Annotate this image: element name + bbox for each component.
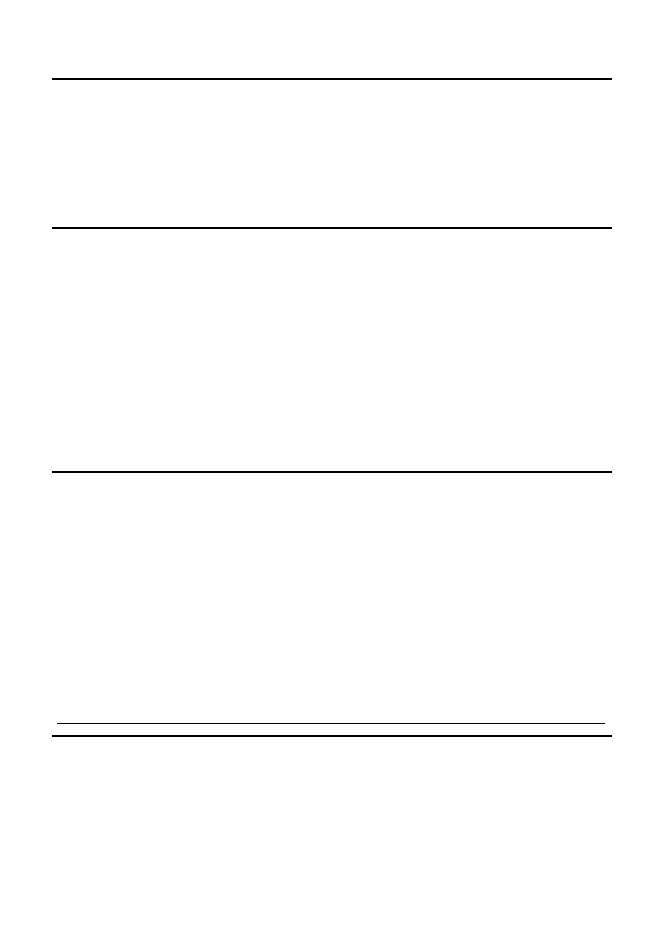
- header-divider-rule: [52, 78, 612, 80]
- table-bottom-rule: [57, 723, 605, 724]
- table-head: [57, 471, 605, 473]
- okp-divider-rule: [52, 227, 612, 229]
- footer-divider-rule: [52, 735, 612, 737]
- specification-table: [57, 471, 605, 473]
- header-cell-grade-a: [341, 472, 471, 473]
- header-cell-indicator-name: [57, 471, 341, 473]
- header-cell-grade-b: [471, 472, 605, 473]
- title-block: [52, 90, 612, 104]
